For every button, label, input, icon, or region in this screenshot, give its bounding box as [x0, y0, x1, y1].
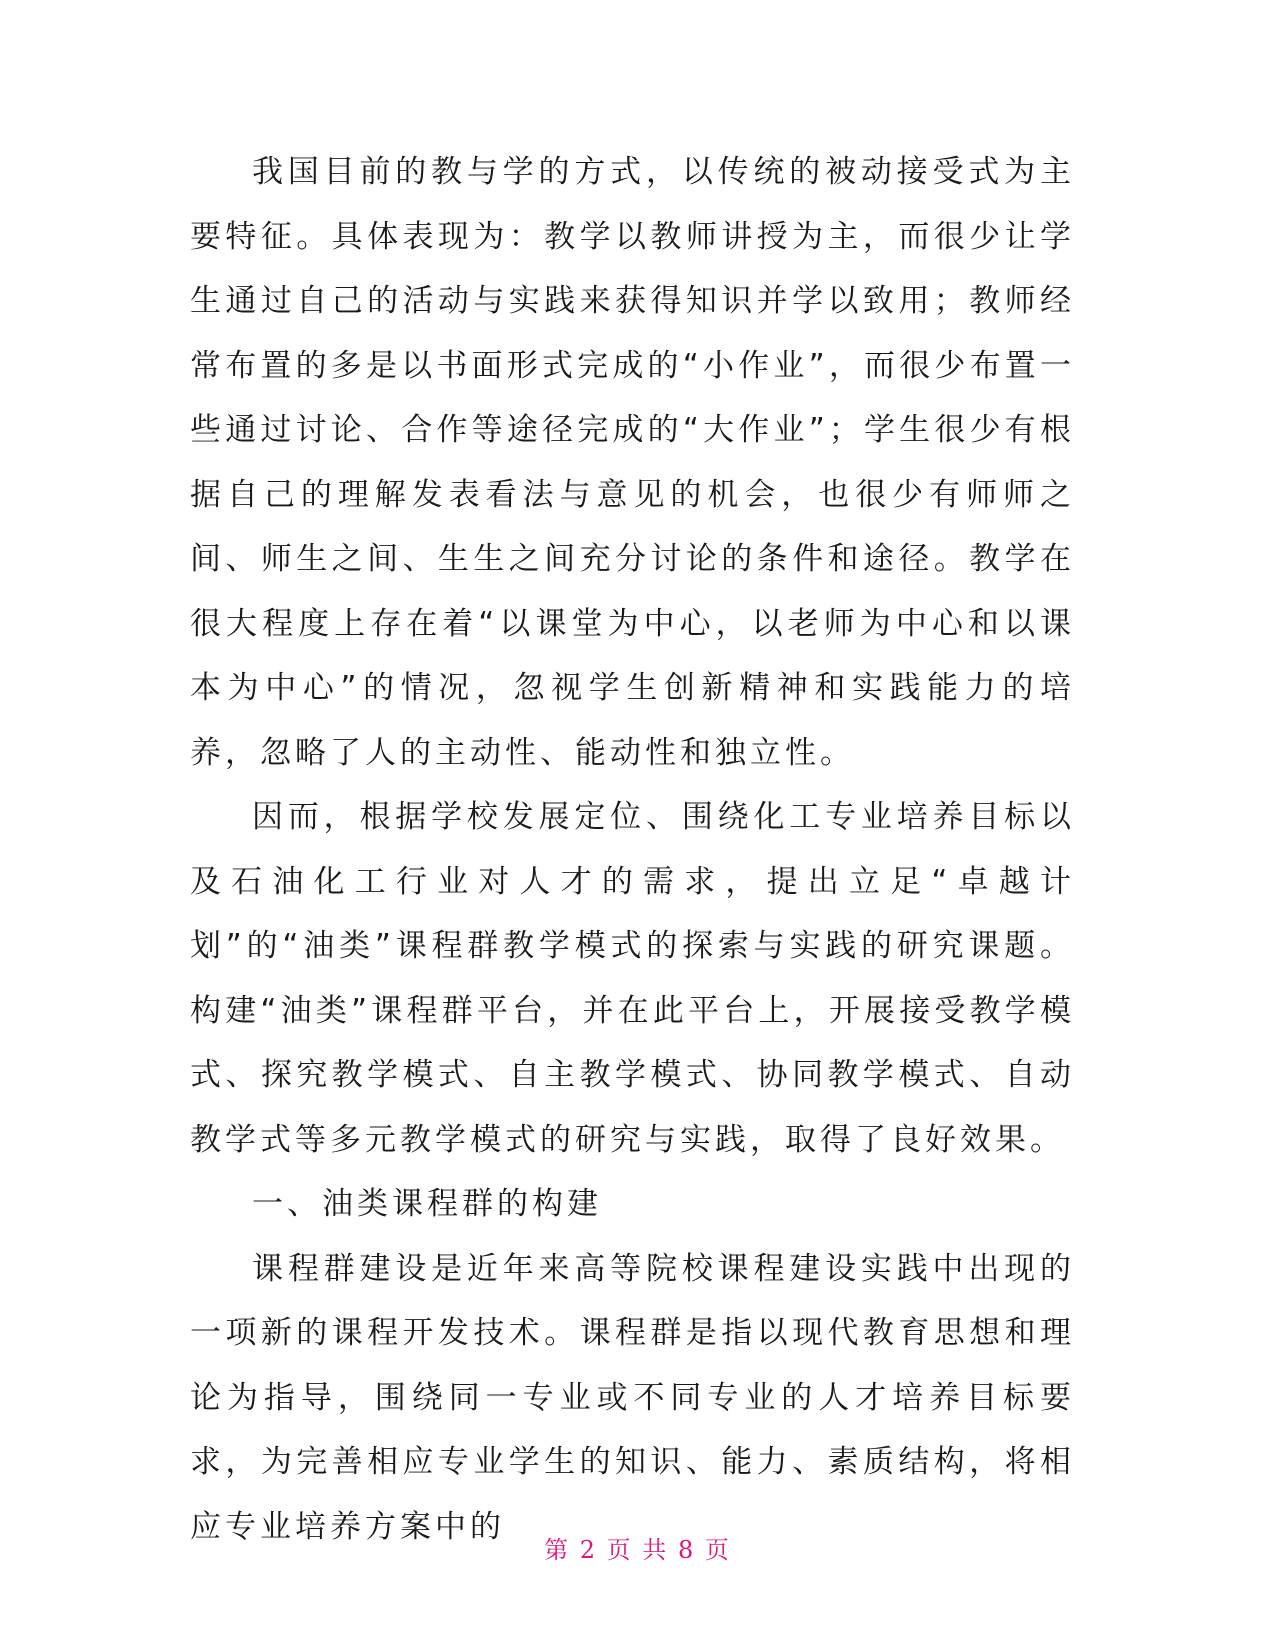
section-heading: 一、油类课程群的构建: [252, 1186, 602, 1222]
paragraph-teaching-methods: 我国目前的教与学的方式，以传统的被动接受式为主要特征。具体表现为：教学以教师讲授为主，而很少让学生通过自己的活动与实践来获得知识并学以致用；教师经常布置的多是以书面形式完成的“小作业”，而很少布置一些通过讨论、合作等途径完成的“大作业”；学生很少有根据自己的理解发表看法与意见的机会，也很少有师师之间、师生之间、生生之间充分讨论的条件和途径。教学在很大程度上存在着“以课堂为中心，以老师为中心和以课本为中心”的情况，忽视学生创新精神和实践能力的培养，忽略了人的主动性、能动性和独立性。: [190, 154, 1075, 771]
paragraph-research-topic: 因而，根据学校发展定位、围绕化工专业培养目标以及石油化工行业对人才的需求，提出立足“卓越计划”的“油类”课程群教学模式的探索与实践的研究课题。构建“油类”课程群平台，并在此平台上，开展接受教学模式、探究教学模式、自主教学模式、协同教学模式、自动教学式等多元教学模式的研究与实践，取得了良好效果。: [190, 799, 1075, 1158]
page-number-footer: 第 2 页 共 8 页: [544, 1536, 731, 1564]
paragraph-course-group: 课程群建设是近年来高等院校课程建设实践中出现的一项新的课程开发技术。课程群是指以现代教育思想和理论为指导，围绕同一专业或不同专业的人才培养目标要求，为完善相应专业学生的知识、能力、素质结构，将相应专业培养方案中的: [190, 1250, 1075, 1545]
document-body: [190, 140, 1075, 1559]
